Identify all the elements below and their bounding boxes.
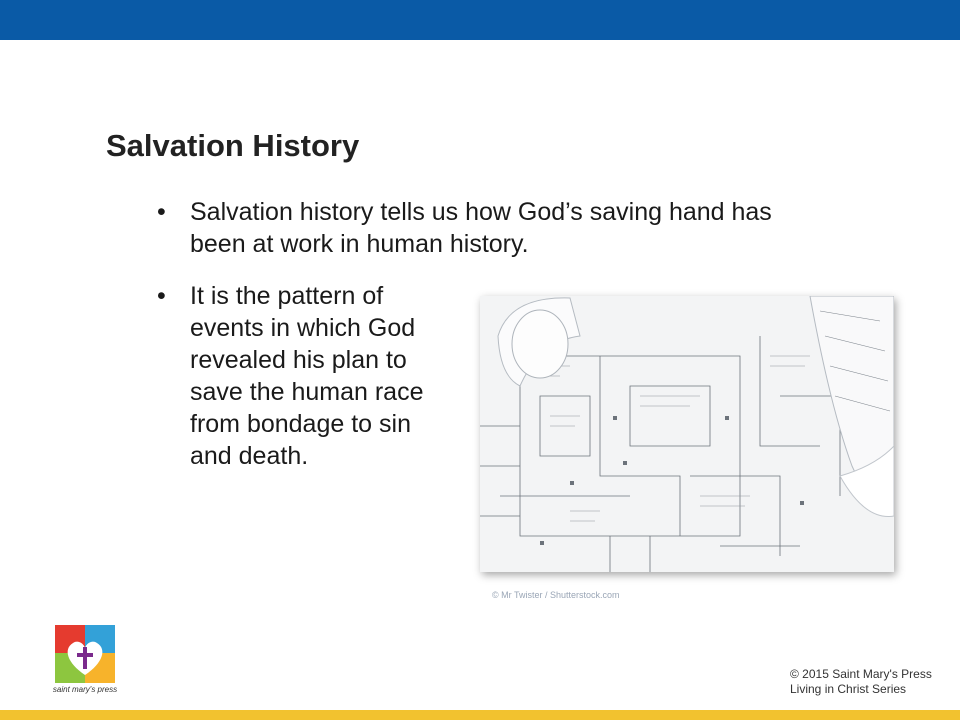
image-credit: © Mr Twister / Shutterstock.com xyxy=(492,590,620,600)
blueprint-drawing xyxy=(480,296,894,572)
top-banner xyxy=(0,0,960,40)
bullet-item xyxy=(157,196,830,260)
bullet-marker: • xyxy=(157,198,166,226)
series-line: Living in Christ Series xyxy=(790,682,907,696)
bottom-banner xyxy=(0,710,960,720)
bullet-text: Salvation history tells us how God’s saving hand has been at work in human history. xyxy=(190,198,772,258)
copyright-notice xyxy=(790,667,932,697)
bullet-item xyxy=(157,280,450,472)
bullet-marker: • xyxy=(157,282,166,310)
slide-title: Salvation History xyxy=(106,128,360,163)
copyright-line: © 2015 Saint Mary's Press xyxy=(790,667,932,681)
logo-caption: saint mary's press xyxy=(52,685,118,694)
blueprint-image xyxy=(480,296,894,572)
logo-icon xyxy=(55,625,115,683)
bullet-text: It is the pattern of events in which God revealed his plan to save the human race from bondage to sin and death. xyxy=(190,282,424,470)
